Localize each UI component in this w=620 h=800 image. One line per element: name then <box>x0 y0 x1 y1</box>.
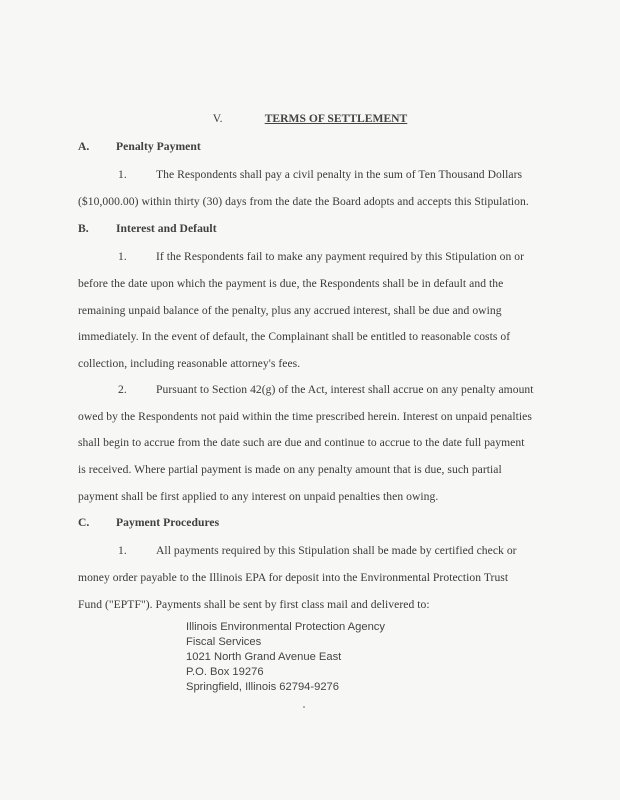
address-line-3: 1021 North Grand Avenue East <box>186 651 342 663</box>
section-b-p1-line-4: immediately. In the event of default, the Complainant shall be entitled to reasonable costs of <box>78 330 511 343</box>
article-heading <box>0 112 620 126</box>
section-b-p1-line-2: before the date upon which the payment is due, the Respondents shall be in default and the <box>78 277 504 290</box>
section-b-p1-number: 1. <box>118 250 127 263</box>
section-b-p2-line-2: owed by the Respondents not paid within the time prescribed herein. Interest on unpaid penalties <box>78 410 532 423</box>
address-line-5: Springfield, Illinois 62794-9276 <box>186 681 339 693</box>
section-c-p1-line-1 <box>78 544 548 558</box>
section-b-p2-line-3: shall begin to accrue from the date such are due and continue to accrue to the date full payment <box>78 436 525 449</box>
section-c-title: Payment Procedures <box>116 516 220 529</box>
article-number: V. <box>212 112 223 125</box>
address-line-4: P.O. Box 19276 <box>186 666 264 678</box>
section-a-heading <box>78 140 548 154</box>
paragraph-text: Pursuant to Section 42(g) of the Act, interest shall accrue on any penalty amount <box>156 383 534 396</box>
paragraph-text: The Respondents shall pay a civil penalty in the sum of Ten Thousand Dollars <box>156 168 523 181</box>
paragraph-text: All payments required by this Stipulation shall be made by certified check or <box>156 544 517 557</box>
section-c-p1-number: 1. <box>118 544 127 557</box>
section-b-p1-line-3: remaining unpaid balance of the penalty, plus any accrued interest, shall be due and owing <box>78 304 502 317</box>
address-line-2: Fiscal Services <box>186 636 262 648</box>
section-b-heading <box>78 222 548 236</box>
section-b-p1-line-5: collection, including reasonable attorney's fees. <box>78 357 301 370</box>
section-a-letter: A. <box>78 140 90 153</box>
address-line-1: Illinois Environmental Protection Agency <box>186 621 385 633</box>
section-b-p1-line-1 <box>78 250 548 264</box>
section-c-p1-line-3: Fund ("EPTF"). Payments shall be sent by first class mail and delivered to: <box>78 598 430 611</box>
section-a-title: Penalty Payment <box>116 140 201 153</box>
scan-speck <box>303 706 305 708</box>
section-b-p2-line-5: payment shall be first applied to any interest on unpaid penalties then owing. <box>78 490 439 503</box>
section-b-p2-line-4: is received. Where partial payment is made on any penalty amount that is due, such partial <box>78 463 502 476</box>
paragraph-text: If the Respondents fail to make any payment required by this Stipulation on or <box>156 250 525 263</box>
section-b-p2-line-1 <box>78 383 548 397</box>
section-a-p1-line-2: ($10,000.00) within thirty (30) days from the date the Board adopts and accepts this Stipulation. <box>78 195 529 208</box>
section-a-p1-line-1 <box>78 168 548 182</box>
section-b-p2-number: 2. <box>118 383 127 396</box>
section-a-p1-number: 1. <box>118 168 127 181</box>
section-c-letter: C. <box>78 516 90 529</box>
article-title: TERMS OF SETTLEMENT <box>264 112 408 125</box>
section-b-title: Interest and Default <box>116 222 217 235</box>
section-c-p1-line-2: money order payable to the Illinois EPA for deposit into the Environmental Protection Trust <box>78 571 509 584</box>
section-b-letter: B. <box>78 222 89 235</box>
section-c-heading <box>78 516 548 530</box>
